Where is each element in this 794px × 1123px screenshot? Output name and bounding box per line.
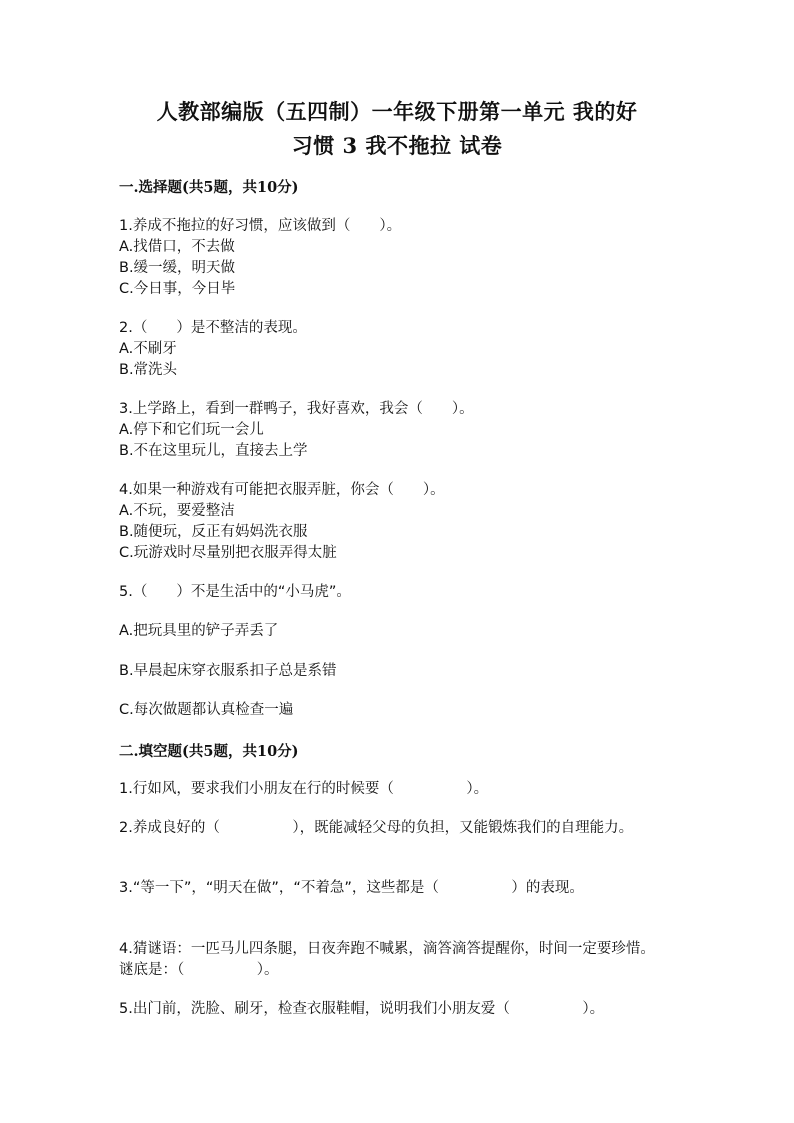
fill-question-4: 4.猜谜语：一匹马儿四条腿，日夜奔跑不喊累，滴答滴答提醒你，时间一定要珍惜。谜底是：（ ）。 bbox=[119, 941, 655, 978]
question-3-stem: 3.上学路上，看到一群鸭子，我好喜欢，我会（ ）。 bbox=[119, 401, 474, 417]
fill-question-5: 5.出门前，洗脸、刷牙，检查衣服鞋帽，说明我们小朋友爱（ ）。 bbox=[119, 1001, 605, 1017]
question-4-option-a: A.不玩，要爱整洁 bbox=[119, 503, 235, 519]
question-2-stem: 2.（ ）是不整洁的表现。 bbox=[119, 320, 307, 336]
question-5-stem: 5.（ ）不是生活中的“小马虎”。 bbox=[119, 584, 351, 600]
question-3-option-b: B.不在这里玩儿，直接去上学 bbox=[119, 443, 308, 459]
document-title-line1: 人教部编版（五四制）一年级下册第一单元 我的好 bbox=[156, 99, 638, 124]
question-1-option-a: A.找借口，不去做 bbox=[119, 239, 235, 255]
question-3-option-a: A.停下和它们玩一会儿 bbox=[119, 422, 264, 438]
question-5-option-c: C.每次做题都认真检查一遍 bbox=[119, 702, 294, 718]
question-4-stem: 4.如果一种游戏有可能把衣服弄脏，你会（ ）。 bbox=[119, 482, 445, 498]
fill-question-1: 1.行如风，要求我们小朋友在行的时候要（ ）。 bbox=[119, 781, 489, 797]
section-heading-choice: 一.选择题(共5题，共10分) bbox=[119, 179, 299, 196]
question-4-option-b: B.随便玩，反正有妈妈洗衣服 bbox=[119, 524, 308, 540]
question-5-option-a: A.把玩具里的铲子弄丢了 bbox=[119, 623, 279, 639]
question-1-stem: 1.养成不拖拉的好习惯，应该做到（ ）。 bbox=[119, 218, 402, 234]
question-2-option-a: A.不刷牙 bbox=[119, 341, 177, 357]
question-1-option-b: B.缓一缓，明天做 bbox=[119, 260, 236, 276]
question-1-option-c: C.今日事，今日毕 bbox=[119, 281, 236, 297]
question-2-option-b: B.常洗头 bbox=[119, 362, 178, 378]
fill-question-2: 2.养成良好的（ ），既能减轻父母的负担，又能锻炼我们的自理能力。 bbox=[119, 820, 634, 836]
fill-question-3: 3.“等一下”，“明天在做”，“不着急”，这些都是（ ）的表现。 bbox=[119, 880, 584, 896]
document-title-line2: 习惯 3 我不拖拉 试卷 bbox=[291, 133, 503, 158]
question-4-option-c: C.玩游戏时尽量别把衣服弄得太脏 bbox=[119, 545, 337, 561]
question-5-option-b: B.早晨起床穿衣服系扣子总是系错 bbox=[119, 663, 337, 679]
section-heading-fill: 二.填空题(共5题，共10分) bbox=[119, 743, 299, 760]
